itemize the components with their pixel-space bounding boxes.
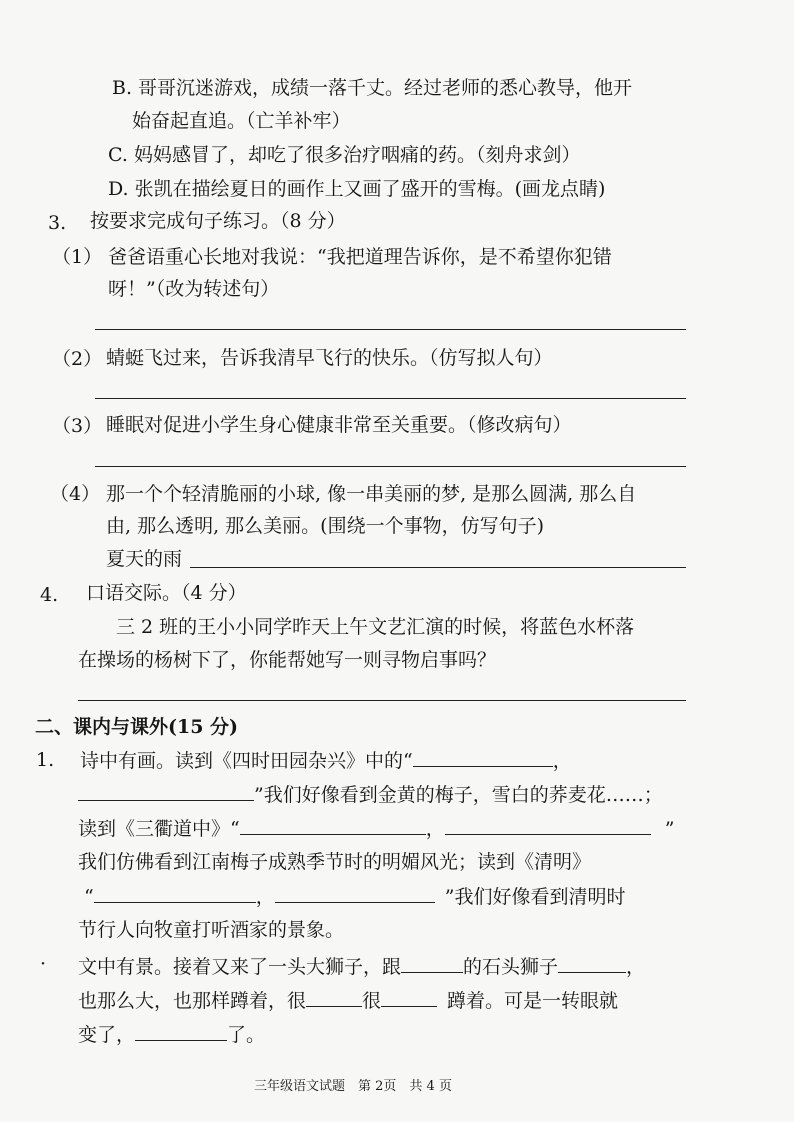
s2-q1-line5-text: ”我们好像看到清明时 — [444, 886, 626, 908]
q3-s1-line1: 爸爸语重心长地对我说：“我把道理告诉你，是不希望你犯错 — [108, 246, 612, 268]
q3-number: 3. — [48, 212, 67, 234]
q4-line2: 在操场的杨树下了，你能帮她写一则寻物启事吗？ — [78, 649, 497, 671]
s2-q2-blank1[interactable] — [401, 952, 463, 973]
option-b-line2: 始奋起直追。（亡羊补牢） — [132, 110, 351, 132]
s2-q2-line3-text: 变了， — [78, 1024, 136, 1046]
q3-s4-line2: 由, 那么透明, 那么美丽。(围绕一个事物，仿写句子) — [106, 515, 544, 537]
option-b-line1: B. 哥哥沉迷游戏，成绩一落千丈。经过老师的悉心教导，他开 — [112, 77, 633, 99]
s2-q1-line3-text: 读到《三衢道中》“ — [78, 818, 240, 840]
q3-s2-number: （2） — [52, 348, 103, 370]
q4-number: 4. — [40, 584, 59, 606]
s2-q2-line2-text3: 蹲着。可是一转眼就 — [447, 990, 619, 1012]
s2-q1-blank1[interactable] — [413, 746, 553, 767]
q3-s4-line1: 那一个个轻清脆丽的小球, 像一串美丽的梦, 是那么圆满, 那么自 — [106, 483, 637, 505]
q3-s3-text: 睡眠对促进小学生身心健康非常至关重要。（修改病句） — [106, 414, 572, 436]
s2-q1-blank6[interactable] — [275, 882, 435, 903]
q3-title: 按要求完成句子练习。（8 分） — [90, 210, 346, 232]
q3-s1-line2: 呀！”（改为转述句） — [108, 278, 280, 300]
s2-q1-line1 — [80, 746, 572, 775]
s2-q2-line1 — [78, 952, 645, 981]
page-footer: 三年级语文试题 第 2页 共 4 页 — [254, 1079, 452, 1094]
q4-line1: 三 2 班的王小小同学昨天上午文艺汇演的时候，将蓝色水杯落 — [116, 616, 635, 638]
s2-q1-line2 — [78, 780, 663, 809]
s2-q2-blank3[interactable] — [306, 986, 362, 1007]
s2-q1-line4: 我们仿佛看到江南梅子成熟季节时的明媚风光；读到《清明》 — [78, 851, 592, 873]
q3-s1-answer-line[interactable] — [95, 329, 686, 330]
s2-q2-line2-text2: 很 — [362, 990, 382, 1012]
q3-s3-number: （3） — [52, 415, 103, 437]
q3-s2-text: 蜻蜓飞过来，告诉我清早飞行的快乐。（仿写拟人句） — [106, 347, 553, 369]
s2-q1-blank5[interactable] — [94, 882, 256, 903]
s2-q1-marker: 1. — [36, 749, 55, 771]
s2-q2-line3 — [78, 1020, 265, 1049]
q4-answer-line[interactable] — [78, 700, 686, 701]
q3-s4-prompt: 夏天的雨 — [106, 548, 183, 570]
s2-q1-line3 — [78, 814, 674, 843]
q3-s3-answer-line[interactable] — [95, 466, 686, 467]
s2-q1-line5-open-quote: “ — [84, 886, 94, 908]
s2-q1-line6: 节行人向牧童打听酒家的景象。 — [78, 919, 345, 941]
s2-q2-line1-text2: 的石头狮子 — [463, 956, 559, 978]
q3-s4-number: （4） — [50, 483, 101, 505]
s2-q1-blank2[interactable] — [78, 780, 254, 801]
s2-q1-blank3[interactable] — [240, 814, 426, 835]
s2-q2-blank5[interactable] — [135, 1020, 227, 1041]
s2-q1-line3-comma: ， — [425, 818, 445, 840]
q3-s4-answer-line[interactable] — [190, 567, 686, 568]
s2-q2-blank4[interactable] — [381, 986, 437, 1007]
s2-q1-line2-text: ”我们好像看到金黄的梅子，雪白的荞麦花……； — [254, 784, 663, 806]
s2-q2-line1-text: 文中有景。接着又来了一头大狮子，跟 — [78, 956, 402, 978]
s2-q2-blank2[interactable] — [558, 952, 626, 973]
q4-title: 口语交际。（4 分） — [86, 582, 247, 604]
s2-q2-line3-end: 了。 — [227, 1024, 266, 1046]
option-d: D. 张凯在描绘夏日的画作上又画了盛开的雪梅。(画龙点睛) — [108, 178, 606, 200]
option-c: C. 妈妈感冒了，却吃了很多治疗咽痛的药。（刻舟求剑） — [108, 144, 581, 166]
section2-heading: 二、课内与课外(15 分) — [35, 716, 239, 738]
s2-q1-line3-quote: ” — [664, 818, 675, 840]
s2-q1-line1-text: 诗中有画。读到《四时田园杂兴》中的“ — [80, 750, 413, 772]
s2-q1-line1-comma: ， — [552, 750, 572, 772]
s2-q1-line5 — [84, 882, 625, 911]
s2-q2-marker: · — [40, 953, 47, 975]
s2-q2-line1-comma: ， — [626, 956, 646, 978]
s2-q2-line2 — [78, 986, 618, 1015]
s2-q1-blank4[interactable] — [445, 814, 651, 835]
s2-q2-line2-text: 也那么大，也那样蹲着，很 — [78, 990, 307, 1012]
q3-s1-number: （1） — [52, 246, 103, 268]
s2-q1-line5-comma: ， — [255, 886, 275, 908]
q3-s2-answer-line[interactable] — [95, 398, 686, 399]
